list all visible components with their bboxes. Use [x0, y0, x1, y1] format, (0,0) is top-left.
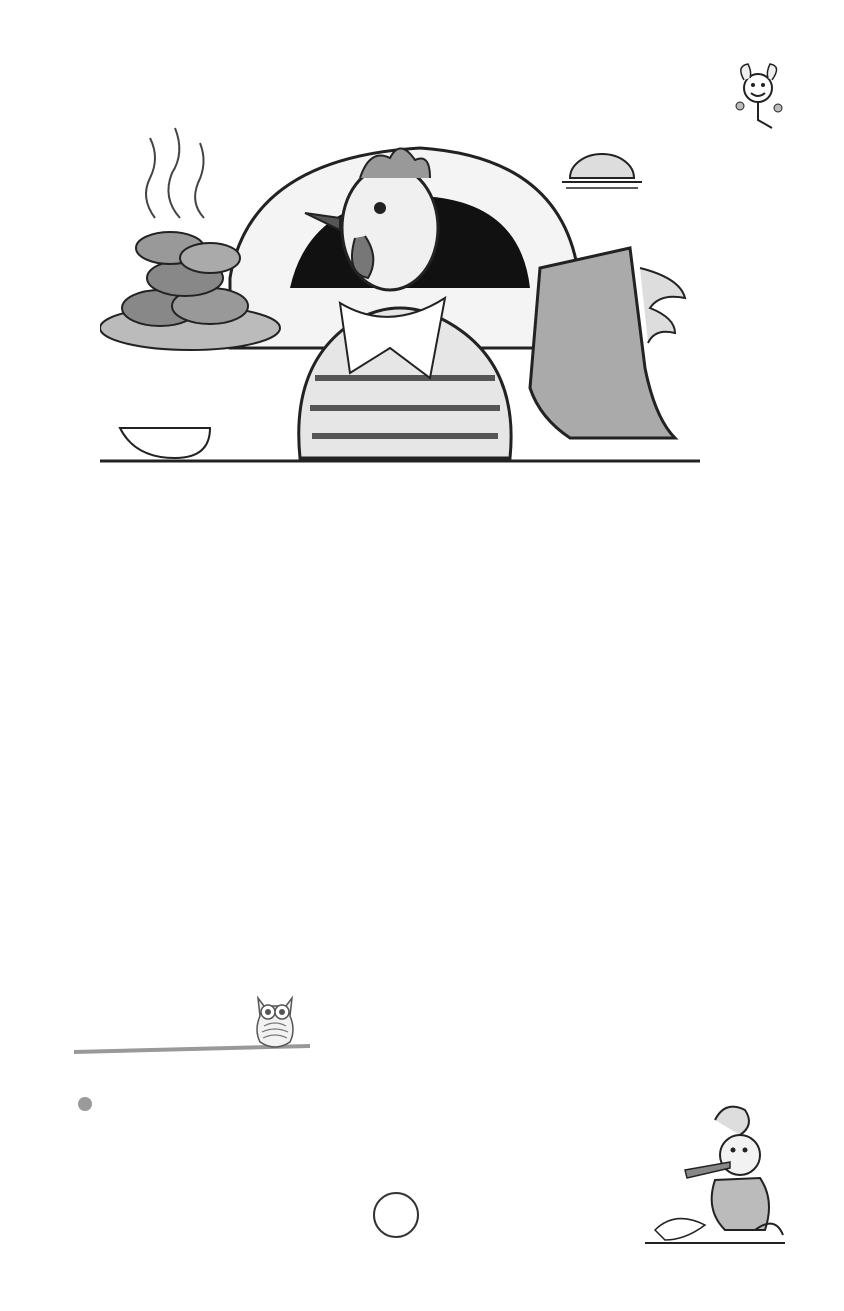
- question-bullet: [78, 1097, 92, 1111]
- owl-icon: [250, 990, 300, 1052]
- jester-decoration-icon: [728, 58, 790, 132]
- hen-illustration: [100, 118, 700, 468]
- page-number: [373, 1192, 419, 1238]
- jester-pipe-decoration-icon: [645, 1100, 785, 1250]
